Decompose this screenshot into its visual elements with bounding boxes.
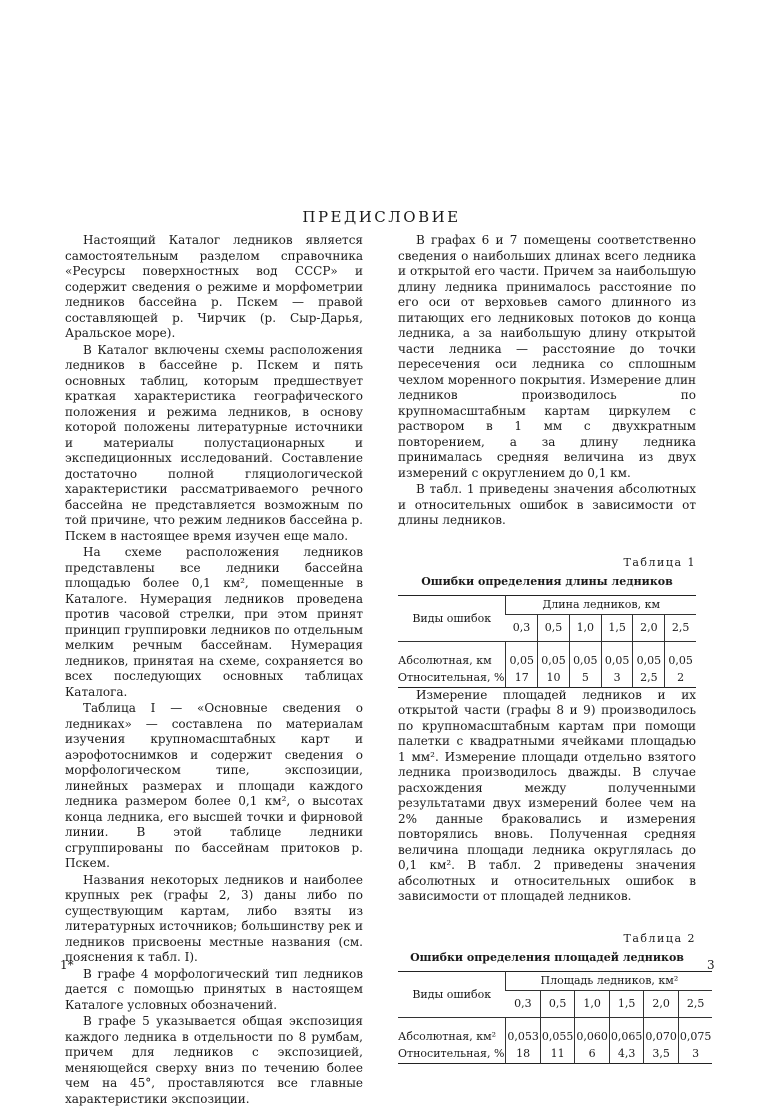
table-cell: 0,065 bbox=[609, 1017, 644, 1045]
paragraph: В графе 5 указывается общая экспозиция каждого ледника в отдельности по 8 румбам, причем для ледников с экспозицией, меняющейся сверху вниз по течению более чем на 45°, проставляются все главные характеристики экспозиции. bbox=[65, 1014, 363, 1106]
table-cell: 0,075 bbox=[678, 1017, 712, 1045]
table-cell: 0,060 bbox=[575, 1017, 610, 1045]
table-cell: 17 bbox=[506, 669, 538, 688]
table-cell: 4,3 bbox=[609, 1045, 644, 1064]
table-cell: 0,05 bbox=[665, 641, 696, 669]
table1-col-header: 1,0 bbox=[569, 614, 601, 641]
table-cell: 2,5 bbox=[633, 669, 665, 688]
table-row bbox=[398, 1045, 712, 1064]
table-cell: 0,05 bbox=[506, 641, 538, 669]
table1-group-header: Длина ледников, км bbox=[506, 595, 696, 614]
table-cell: 0,070 bbox=[644, 1017, 679, 1045]
table-row bbox=[398, 641, 696, 669]
row-label: Абсолютная, км bbox=[398, 653, 492, 667]
table-cell: 11 bbox=[540, 1045, 575, 1064]
row-label: Относительная, % bbox=[398, 670, 505, 684]
paragraph: В графах 6 и 7 помещены соответственно сведения о наибольших длинах всего ледника и открытой его части. Причем за наибольшую длину ледника принималось расстояние по его оси от верховьев самого длинного из питающих его ледниковых потоков до конца ледника, а за наибольшую длину открытой части ледника — расстояние до точки пересечения оси ледника со сплошным чехлом моренного покрытия. Измерение длин ледников производилось по крупномасштабным картам циркулем с раствором в 1 мм с двухкратным повторением, а за длину ледника принималась средняя величина из двух измерений с округлением до 0,1 км. bbox=[398, 233, 696, 480]
row-label: Относительная, % bbox=[398, 1046, 505, 1060]
right-column bbox=[398, 233, 712, 1064]
table-cell: 0,05 bbox=[569, 641, 601, 669]
table2-col-header: 0,5 bbox=[540, 990, 575, 1017]
table-row bbox=[398, 669, 696, 688]
table-cell: 3,5 bbox=[644, 1045, 679, 1064]
table1-col-header: 1,5 bbox=[601, 614, 633, 641]
table2-group-header: Площадь ледников, км² bbox=[506, 971, 713, 990]
table2-col-header: 1,5 bbox=[609, 990, 644, 1017]
table-cell: 10 bbox=[538, 669, 570, 688]
table1-title: Ошибки определения длины ледников bbox=[421, 575, 673, 588]
table2-col-header: 0,3 bbox=[506, 990, 541, 1017]
table1-col-header: 0,5 bbox=[538, 614, 570, 641]
page-title: ПРЕДИСЛОВИЕ bbox=[302, 208, 461, 226]
table-cell: 2 bbox=[665, 669, 696, 688]
table2-title: Ошибки определения площадей ледников bbox=[410, 951, 684, 964]
table-cell: 0,053 bbox=[506, 1017, 541, 1045]
paragraph: В Каталог включены схемы расположения ледников в бассейне р. Пскем и пять основных таблиц, которым предшествует краткая характеристика географического положения и режима ледников, в основу которой положены литературные источники и материалы полустационарных и экспедиционных исследований. Составление достаточно полной гляциологической характеристики рассматриваемого речного бассейна не представляется возможным по той причине, что режим ледников бассейна р. Пскем в настоящее время изучен еще мало. bbox=[65, 342, 363, 543]
table-cell: 0,05 bbox=[601, 641, 633, 669]
signature-mark: 1* bbox=[60, 958, 74, 972]
table-cell: 3 bbox=[678, 1045, 712, 1064]
paragraph: Измерение площадей ледников и их открытой части (графы 8 и 9) производилось по крупномасштабным картам при помощи палетки с квадратными ячейками площадью 1 мм². Измерение площади отдельно взятого ледника производилось дважды. В случае расхождения между полученными результатами двух измерений более чем на 2% данные браковались и измерения повторялись вновь. Полученная средняя величина площади ледника округлялась до 0,1 км². В табл. 2 приведены значения абсолютных и относительных ошибок в зависимости от площадей ледников. bbox=[398, 687, 696, 903]
paragraph: В табл. 1 приведены значения абсолютных и относительных ошибок в зависимости от длины ледников. bbox=[398, 482, 696, 527]
table-cell: 0,05 bbox=[633, 641, 665, 669]
table-cell: 6 bbox=[575, 1045, 610, 1064]
table2-col-header: 2,5 bbox=[678, 990, 712, 1017]
left-column bbox=[65, 233, 363, 1108]
paragraph: На схеме расположения ледников представлены все ледники бассейна площадью более 0,1 км², помещенные в Каталоге. Нумерация ледников проведена против часовой стрелки, при этом принят принцип группировки ледников по отдельным мелким речным бассейнам. Нумерация ледников, принятая на схеме, сохраняется во всех последующих основных таблицах Каталога. bbox=[65, 545, 363, 699]
table-cell: 3 bbox=[601, 669, 633, 688]
row-label: Абсолютная, км² bbox=[398, 1029, 497, 1043]
table1-col-header: 2,5 bbox=[665, 614, 696, 641]
table1 bbox=[398, 595, 696, 688]
paragraph: Настоящий Каталог ледников является самостоятельным разделом справочника «Ресурсы поверхностных вод СССР» и содержит сведения о режиме и морфометрии ледников бассейна р. Пскем — правой составляющей р. Чирчик (р. Сыр-Дарья, Аральское море). bbox=[65, 233, 363, 340]
table1-row-header: Виды ошибок bbox=[398, 595, 506, 641]
paragraph: Названия некоторых ледников и наиболее крупных рек (графы 2, 3) даны либо по существующим картам, либо взяты из литературных источников; большинству рек и ледников присвоены местные названия (см. пояснения к табл. I). bbox=[65, 872, 363, 964]
table-row bbox=[398, 1017, 712, 1045]
page-number: 3 bbox=[707, 958, 715, 972]
paragraph: В графе 4 морфологический тип ледников дается с помощью принятых в настоящем Каталоге условных обозначений. bbox=[65, 966, 363, 1012]
table2 bbox=[398, 971, 712, 1064]
table2-col-header: 1,0 bbox=[575, 990, 610, 1017]
table-cell: 18 bbox=[506, 1045, 541, 1064]
table2-col-header: 2,0 bbox=[644, 990, 679, 1017]
table2-label: Таблица 2 bbox=[623, 931, 696, 945]
table1-col-header: 2,0 bbox=[633, 614, 665, 641]
table-cell: 0,055 bbox=[540, 1017, 575, 1045]
table-cell: 5 bbox=[569, 669, 601, 688]
paragraph: Таблица I — «Основные сведения о ледниках» — составлена по материалам изучения крупномасштабных карт и аэрофотоснимков и содержит сведения о морфологическом типе, экспозиции, линейных размерах и площади каждого ледника размером более 0,1 км², о высотах конца ледника, его высшей точки и фирновой линии. В этой таблице ледники сгруппированы по бассейнам притоков р. Пскем. bbox=[65, 701, 363, 870]
table2-row-header: Виды ошибок bbox=[398, 971, 506, 1017]
table1-label: Таблица 1 bbox=[623, 555, 696, 569]
table1-col-header: 0,3 bbox=[506, 614, 538, 641]
table-cell: 0,05 bbox=[538, 641, 570, 669]
